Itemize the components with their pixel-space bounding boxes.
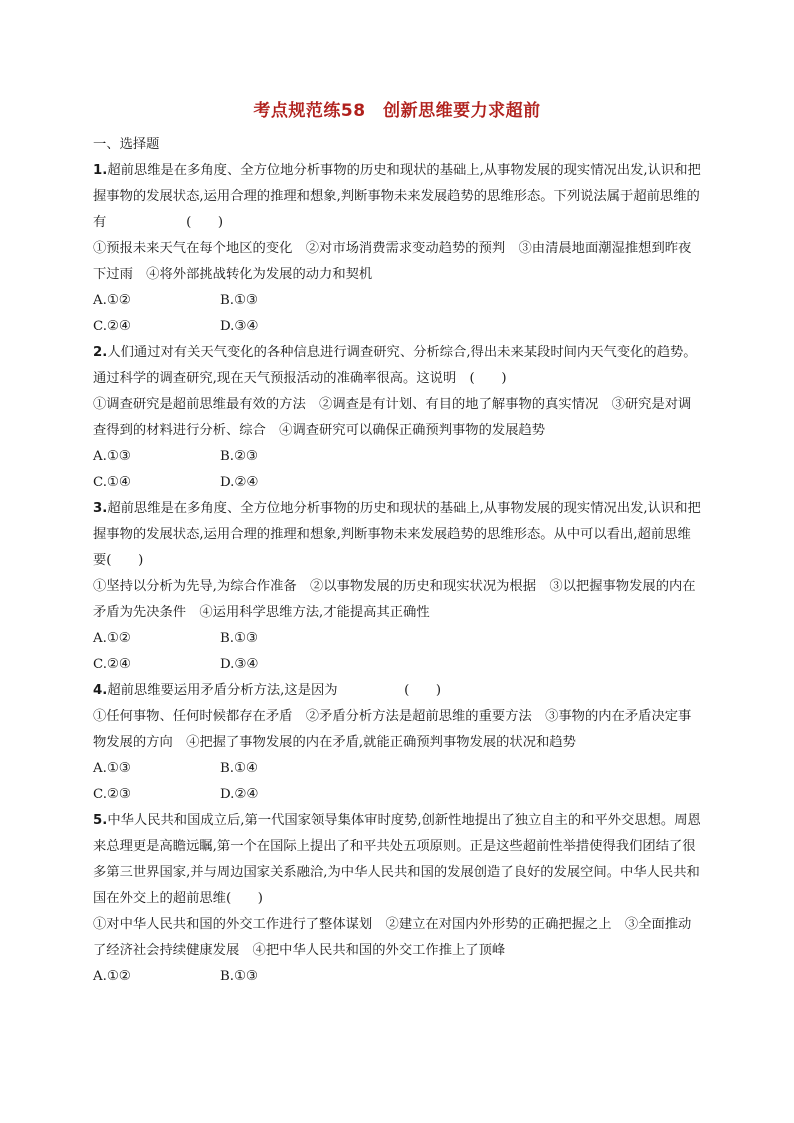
section-heading: 一、选择题 — [93, 137, 160, 152]
question-stem — [93, 808, 703, 912]
question-number: 3. — [93, 501, 108, 516]
question-5 — [93, 808, 703, 990]
question-text: 人们通过对有关天气变化的各种信息进行调查研究、分析综合,得出未来某段时间内天气变化的趋势。通过科学的调查研究,现在天气预报活动的准确率很高。这说明 ( ) — [93, 345, 697, 386]
choice-b[interactable]: B.①③ — [220, 293, 258, 308]
question-text: 超前思维要运用矛盾分析方法,这是因为 ( ) — [107, 683, 442, 698]
choice-d[interactable]: D.③④ — [220, 657, 259, 672]
choice-b[interactable]: B.②③ — [220, 449, 258, 464]
choice-c[interactable]: C.②③ — [93, 787, 131, 802]
question-text: 中华人民共和国成立后,第一代国家领导集体审时度势,创新性地提出了独立自主的和平外交思想。周恩来总理更是高瞻远瞩,第一个在国际上提出了和平共处五项原则。正是这些超前性举措使得我们团结了很多第三世界国家,并与周边国家关系融洽,为中华人民共和国的发展创造了良好的发展空间。中华人民共和国在外交上的超前思维( ) — [93, 813, 701, 906]
choice-b[interactable]: B.①③ — [220, 969, 258, 984]
choice-a[interactable]: A.①③ — [93, 761, 131, 776]
question-number: 2. — [93, 345, 108, 360]
question-content — [93, 132, 703, 990]
choice-d[interactable]: D.②④ — [220, 475, 259, 490]
question-stem — [93, 496, 703, 574]
question-2 — [93, 340, 703, 496]
choice-a[interactable]: A.①③ — [93, 449, 131, 464]
answer-choices — [93, 288, 703, 340]
choice-a[interactable]: A.①② — [93, 293, 131, 308]
question-statements: ①任何事物、任何时候都存在矛盾 ②矛盾分析方法是超前思维的重要方法 ③事物的内在矛盾决定事物发展的方向 ④把握了事物发展的内在矛盾,就能正确预判事物发展的状况和趋势 — [93, 709, 692, 750]
question-1 — [93, 158, 703, 340]
question-stem — [93, 158, 703, 236]
question-statements: ①预报未来天气在每个地区的变化 ②对市场消费需求变动趋势的预判 ③由清晨地面潮湿推想到昨夜下过雨 ④将外部挑战转化为发展的动力和契机 — [93, 241, 692, 282]
question-stem — [93, 678, 703, 704]
question-text: 超前思维是在多角度、全方位地分析事物的历史和现状的基础上,从事物发展的现实情况出发,认识和把握事物的发展状态,运用合理的推理和想象,判断事物未来发展趋势的思维形态。从中可以看出,超前思维要( ) — [93, 501, 701, 568]
answer-choices — [93, 756, 703, 808]
question-statements: ①坚持以分析为先导,为综合作准备 ②以事物发展的历史和现实状况为根据 ③以把握事物发展的内在矛盾为先决条件 ④运用科学思维方法,才能提高其正确性 — [93, 579, 696, 620]
question-number: 4. — [93, 683, 108, 698]
choice-a[interactable]: A.①② — [93, 631, 131, 646]
choice-c[interactable]: C.②④ — [93, 657, 131, 672]
page-title: 考点规范练58 创新思维要力求超前 — [253, 101, 541, 121]
question-number: 1. — [93, 163, 108, 178]
choice-c[interactable]: C.①④ — [93, 475, 131, 490]
choice-b[interactable]: B.①④ — [220, 761, 258, 776]
choice-d[interactable]: D.②④ — [220, 787, 259, 802]
question-statements: ①对中华人民共和国的外交工作进行了整体谋划 ②建立在对国内外形势的正确把握之上 ③全面推动了经济社会持续健康发展 ④把中华人民共和国的外交工作推上了顶峰 — [93, 917, 692, 958]
answer-choices — [93, 964, 703, 990]
question-text: 超前思维是在多角度、全方位地分析事物的历史和现状的基础上,从事物发展的现实情况出发,认识和把握事物的发展状态,运用合理的推理和想象,判断事物未来发展趋势的思维形态。下列说法属于超前思维的有 ( ) — [93, 163, 701, 230]
question-stem — [93, 340, 703, 392]
question-3 — [93, 496, 703, 678]
choice-d[interactable]: D.③④ — [220, 319, 259, 334]
question-statements: ①调查研究是超前思维最有效的方法 ②调查是有计划、有目的地了解事物的真实情况 ③研究是对调查得到的材料进行分析、综合 ④调查研究可以确保正确预判事物的发展趋势 — [93, 397, 692, 438]
choice-c[interactable]: C.②④ — [93, 319, 131, 334]
choice-a[interactable]: A.①② — [93, 969, 131, 984]
question-4 — [93, 678, 703, 808]
question-number: 5. — [93, 813, 108, 828]
answer-choices — [93, 626, 703, 678]
choice-b[interactable]: B.①③ — [220, 631, 258, 646]
answer-choices — [93, 444, 703, 496]
